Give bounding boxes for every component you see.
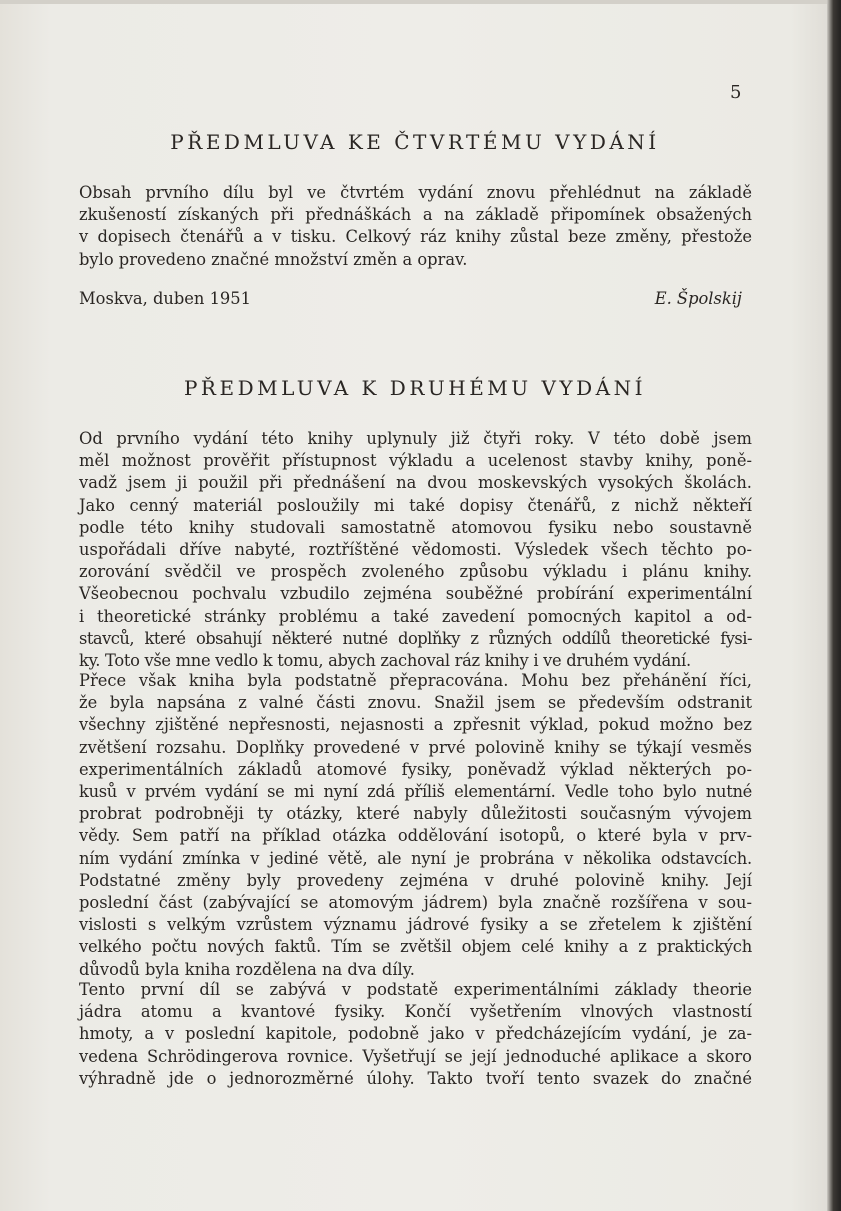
place-date: Moskva, duben 1951 (79, 289, 252, 308)
text-line: velkého počtu nových faktů. Tím se zvětšil objem celé knihy a z praktických (79, 937, 752, 957)
text-line: bylo provedeno značné množství změn a oprav. (79, 249, 468, 269)
heading-preface-fourth-edition: PŘEDMLUVA KE ČTVRTÉMU VYDÁNÍ (170, 130, 660, 154)
text-line: že byla napsána z valné části znovu. Snažil jsem se především odstranit (79, 693, 752, 713)
text-line: Obsah prvního dílu byl ve čtvrtém vydání znovu přehlédnut na základě (79, 183, 752, 202)
text-line: uspořádali dříve nabyté, roztříštěné vědomosti. Výsledek všech těchto po- (79, 540, 752, 560)
text-line: Tento první díl se zabývá v podstatě experimentálními základy theorie (79, 980, 752, 999)
text-line: Všeobecnou pochvalu vzbudilo zejména souběžné probírání experimentální (79, 584, 752, 604)
paragraph-second-1 (79, 428, 752, 672)
text-line: vislosti s velkým vzrůstem významu jádrové fysiky a se zřetelem k zjištění (79, 915, 752, 935)
page-binding-shadow (827, 0, 841, 1211)
text-line: ky. Toto vše mne vedlo k tomu, abych zachoval ráz knihy i ve druhém vydání. (79, 651, 691, 671)
text-line: i theoretické stránky problému a také zavedení pomocných kapitol a od- (79, 606, 752, 626)
text-line: podle této knihy studovali samostatně atomovou fysiku nebo soustavně (79, 517, 752, 537)
text-line: jádra atomu a kvantové fysiky. Končí vyšetřením vlnových vlastností (79, 1002, 752, 1022)
text-line: hmoty, a v poslední kapitole, podobně jako v předcházejícím vydání, je za- (79, 1024, 752, 1044)
text-line: Podstatné změny byly provedeny zejména v druhé polovině knihy. Její (79, 870, 752, 890)
text-line: stavců, které obsahují některé nutné doplňky z různých oddílů theoretické fysi- (79, 628, 752, 648)
text-line: Přece však kniha byla podstatně přepracována. Mohu bez přehánění říci, (79, 671, 752, 690)
paragraph-second-2 (79, 670, 752, 981)
text-line: vadž jsem ji použil při přednášení na dvou moskevských vysokých školách. (79, 473, 752, 493)
paragraph-preface-fourth (79, 182, 752, 271)
heading-preface-second-edition: PŘEDMLUVA K DRUHÉMU VYDÁNÍ (183, 376, 647, 400)
text-line: Od prvního vydání této knihy uplynuly již čtyři roky. V této době jsem (79, 429, 752, 448)
page-top-edge (0, 0, 841, 4)
text-line: poslední část (zabývající se atomovým jádrem) byla značně rozšířena v sou- (79, 893, 752, 913)
author-name: E. Špolskij (654, 289, 742, 308)
text-line: Jako cenný materiál posloužily mi také dopisy čtenářů, z nichž někteří (79, 495, 752, 515)
page-number: 5 (730, 82, 742, 103)
text-line: ním vydání zmínka v jediné větě, ale nyní je probrána v několika odstavcích. (79, 848, 752, 868)
text-line: vedena Schrödingerova rovnice. Vyšetřují se její jednoduché aplikace a skoro (79, 1046, 752, 1066)
text-line: zvětšení rozsahu. Doplňky provedené v prvé polovině knihy se týkají vesměs (79, 737, 752, 757)
text-line: v dopisech čtenářů a v tisku. Celkový ráz knihy zůstal beze změny, přestože (79, 227, 752, 247)
text-line: zkušeností získaných při přednáškách a na základě připomínek obsažených (79, 205, 752, 225)
text-line: důvodů byla kniha rozdělena na dva díly. (79, 959, 415, 979)
text-line: kusů v prvém vydání se mi nyní zdá příliš elementární. Vedle toho bylo nutné (79, 782, 752, 802)
text-line: zorování svědčil ve prospěch zvoleného způsobu výkladu i plánu knihy. (79, 562, 752, 582)
text-line: probrat podrobněji ty otázky, které nabyly důležitosti současným vývojem (79, 804, 752, 824)
text-line: výhradně jde o jednorozměrné úlohy. Takto tvoří tento svazek do značné (79, 1068, 752, 1088)
text-line: všechny zjištěné nepřesnosti, nejasnosti a zpřesnit výklad, pokud možno bez (79, 715, 752, 735)
text-line: vědy. Sem patří na příklad otázka oddělování isotopů, o které byla v prv- (79, 826, 752, 846)
text-line: experimentálních základů atomové fysiky, poněvadž výklad některých po- (79, 759, 752, 779)
paragraph-second-3 (79, 979, 752, 1090)
text-line: měl možnost prověřit přístupnost výkladu a ucelenost stavby knihy, poně- (79, 451, 752, 471)
